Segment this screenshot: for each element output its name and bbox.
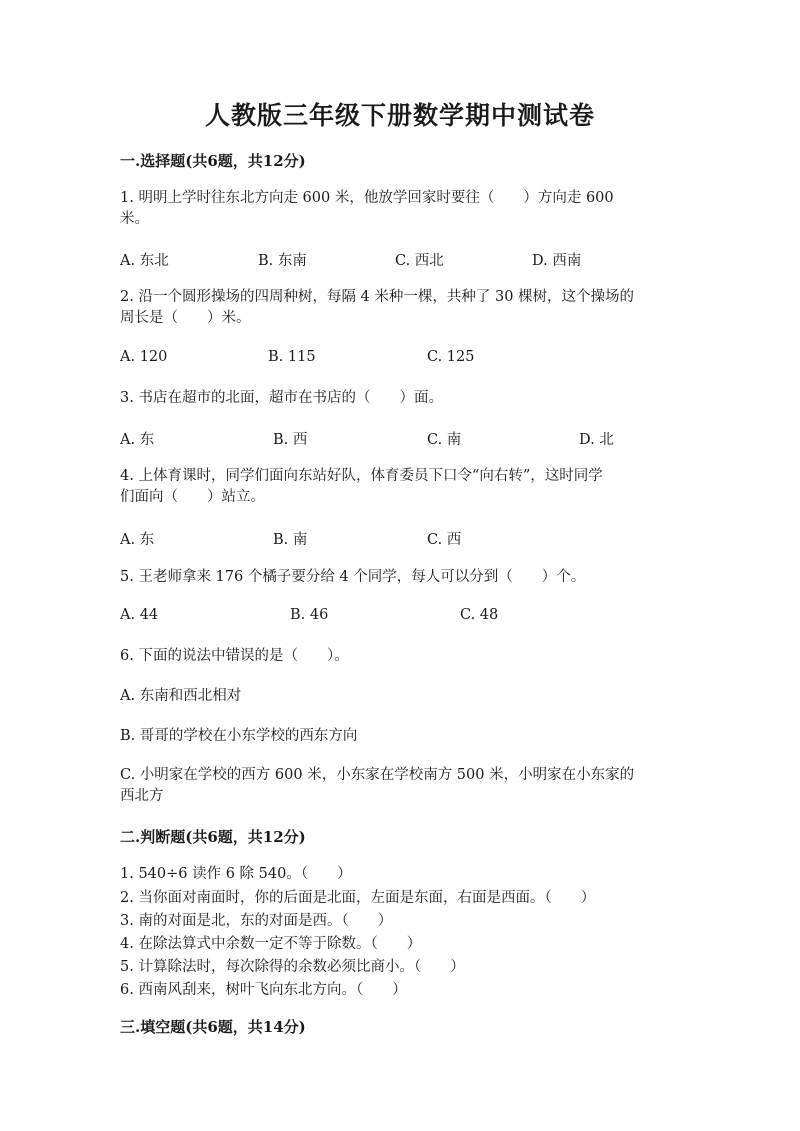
question-6-option-b: B. 哥哥的学校在小东学校的西东方向 bbox=[120, 728, 358, 744]
question-1-option-d: D. 西南 bbox=[532, 253, 582, 269]
question-6-text: 6. 下面的说法中错误的是（ ）。 bbox=[120, 648, 349, 664]
question-4-text bbox=[120, 466, 680, 508]
section-heading-true-false: 二.判断题(共6题，共12分) bbox=[120, 828, 306, 846]
question-3-option-b: B. 西 bbox=[273, 432, 308, 448]
question-3-text: 3. 书店在超市的北面，超市在书店的（ ）面。 bbox=[120, 390, 443, 406]
question-4-option-b: B. 南 bbox=[273, 532, 308, 548]
tf-item-2: 2. 当你面对南面时，你的后面是北面，左面是东面，右面是西面。（ ） bbox=[120, 890, 596, 906]
question-2-text bbox=[120, 287, 680, 329]
question-2-line-2: 周长是（ ）米。 bbox=[120, 310, 251, 326]
question-1-line-2: 米。 bbox=[120, 211, 149, 227]
question-1-line-1: 1. 明明上学时往东北方向走 600 米，他放学回家时要往（ ）方向走 600 bbox=[120, 190, 614, 206]
question-5-text: 5. 王老师拿来 176 个橘子要分给 4 个同学，每人可以分到（ ）个。 bbox=[120, 569, 586, 585]
question-1-option-c: C. 西北 bbox=[395, 253, 444, 269]
question-4-line-2: 们面向（ ）站立。 bbox=[120, 489, 265, 505]
question-3-option-a: A. 东 bbox=[120, 432, 155, 448]
question-6-option-c bbox=[120, 765, 680, 807]
question-2-option-c: C. 125 bbox=[427, 349, 475, 365]
tf-item-4: 4. 在除法算式中余数一定不等于除数。（ ） bbox=[120, 936, 422, 952]
question-4-option-a: A. 东 bbox=[120, 532, 155, 548]
question-6-option-c-line-1: C. 小明家在学校的西方 600 米，小东家在学校南方 500 米，小明家在小东家的 bbox=[120, 767, 635, 783]
tf-item-1: 1. 540÷6 读作 6 除 540。（ ） bbox=[120, 866, 352, 882]
tf-item-3: 3. 南的对面是北，东的对面是西。（ ） bbox=[120, 913, 393, 929]
question-2-line-1: 2. 沿一个圆形操场的四周种树，每隔 4 米种一棵，共种了 30 棵树，这个操场的 bbox=[120, 289, 635, 305]
question-4-option-c: C. 西 bbox=[427, 532, 462, 548]
question-3-option-d: D. 北 bbox=[579, 432, 614, 448]
tf-item-5: 5. 计算除法时，每次除得的余数必须比商小。（ ） bbox=[120, 959, 465, 975]
question-2-option-b: B. 115 bbox=[268, 349, 316, 365]
question-4-line-1: 4. 上体育课时，同学们面向东站好队，体育委员下口令“向右转”，这时同学 bbox=[120, 468, 603, 484]
section-heading-choice: 一.选择题(共6题，共12分) bbox=[120, 152, 306, 170]
question-1-option-b: B. 东南 bbox=[258, 253, 307, 269]
question-5-option-c: C. 48 bbox=[460, 607, 499, 623]
question-1-option-a: A. 东北 bbox=[120, 253, 169, 269]
question-5-option-a: A. 44 bbox=[120, 607, 159, 623]
tf-item-6: 6. 西南风刮来，树叶飞向东北方向。（ ） bbox=[120, 982, 407, 998]
question-6-option-c-line-2: 西北方 bbox=[120, 788, 164, 804]
question-5-option-b: B. 46 bbox=[290, 607, 329, 623]
question-3-option-c: C. 南 bbox=[427, 432, 462, 448]
question-2-option-a: A. 120 bbox=[120, 349, 168, 365]
question-6-option-a: A. 东南和西北相对 bbox=[120, 688, 242, 704]
page-title: 人教版三年级下册数学期中测试卷 bbox=[204, 101, 595, 130]
question-1-text bbox=[120, 188, 680, 230]
section-heading-fill-blank: 三.填空题(共6题，共14分) bbox=[120, 1018, 306, 1036]
